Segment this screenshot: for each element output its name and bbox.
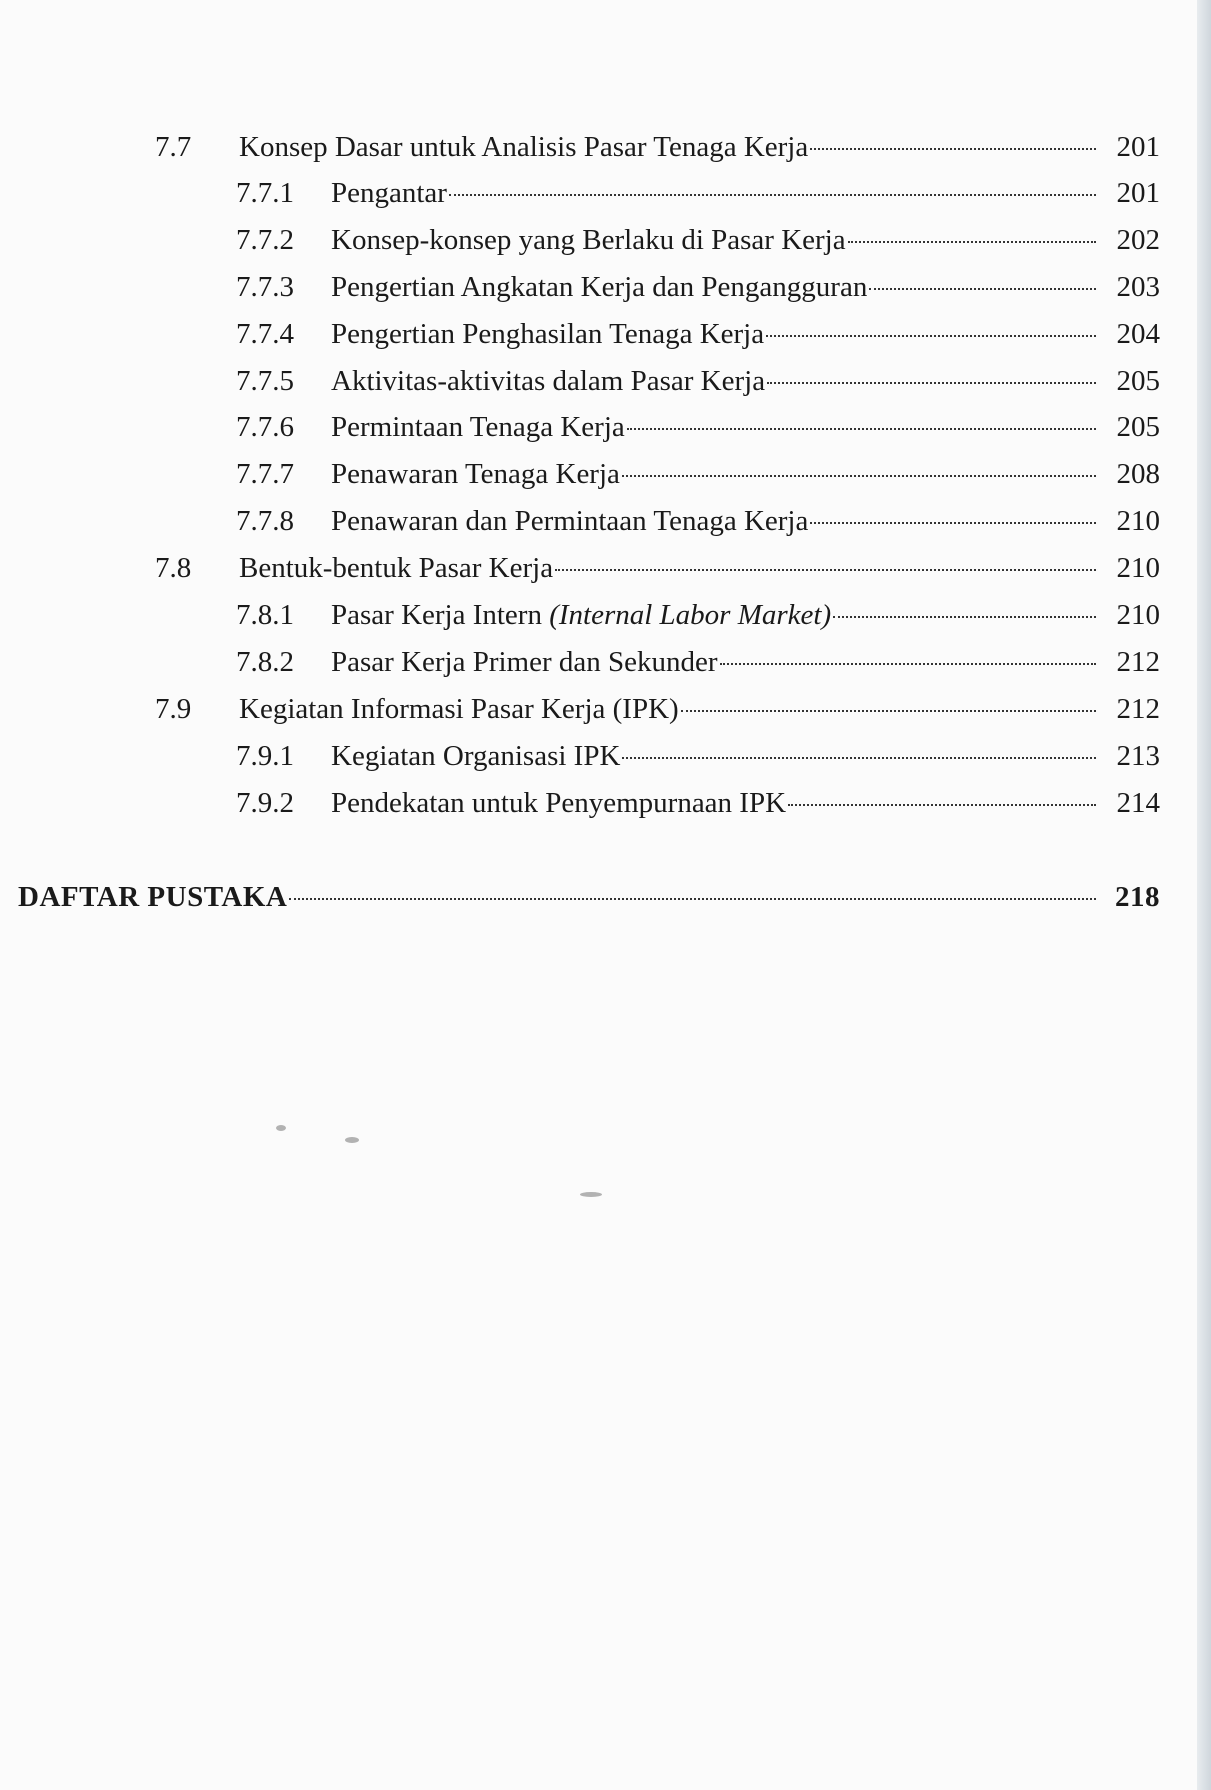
toc-entry[interactable] [236, 501, 1160, 541]
toc-entry[interactable] [236, 314, 1160, 354]
dot-leader [449, 194, 1096, 196]
bibliography-title: DAFTAR PUSTAKA [18, 881, 288, 913]
toc-entry[interactable] [236, 642, 1160, 682]
toc-entry[interactable] [236, 361, 1160, 401]
section-title: Konsep Dasar untuk Analisis Pasar Tenaga Kerja [239, 131, 809, 163]
section-title: Permintaan Tenaga Kerja [331, 411, 625, 443]
section-number: 7.9.1 [236, 740, 294, 772]
dot-leader [767, 382, 1096, 384]
section-title: Penawaran dan Permintaan Tenaga Kerja [331, 505, 809, 537]
dot-leader [289, 898, 1096, 900]
toc-entry[interactable] [155, 689, 1160, 729]
page-number: 210 [1116, 552, 1160, 584]
dot-leader [720, 663, 1096, 665]
section-title: Pengantar [331, 177, 447, 209]
section-title: Pengertian Angkatan Kerja dan Pengangguran [331, 271, 868, 303]
toc-entry[interactable] [236, 783, 1160, 823]
page-number: 218 [1115, 881, 1160, 913]
dot-leader [810, 522, 1096, 524]
scan-speck [276, 1125, 286, 1131]
dot-leader [788, 804, 1096, 806]
dot-leader [555, 569, 1096, 571]
scan-speck [580, 1192, 602, 1197]
page-number: 212 [1116, 646, 1160, 678]
section-number: 7.9 [155, 693, 192, 725]
page-number: 205 [1116, 411, 1160, 443]
section-number: 7.7.7 [236, 458, 294, 490]
toc-entry-bibliography[interactable] [18, 877, 1160, 917]
section-number: 7.7.8 [236, 505, 294, 537]
dot-leader [622, 475, 1096, 477]
page-number: 204 [1116, 318, 1160, 350]
section-number: 7.8.1 [236, 599, 294, 631]
section-number: 7.7.2 [236, 224, 294, 256]
dot-leader [848, 241, 1096, 243]
dot-leader [810, 148, 1096, 150]
page-number: 210 [1116, 599, 1160, 631]
section-number: 7.9.2 [236, 787, 294, 819]
section-title: Kegiatan Informasi Pasar Kerja (IPK) [239, 693, 679, 725]
section-title: Konsep-konsep yang Berlaku di Pasar Kerja [331, 224, 846, 256]
toc-entry[interactable] [155, 548, 1160, 588]
toc-entry[interactable] [236, 595, 1160, 635]
page-number: 214 [1116, 787, 1160, 819]
page-number: 205 [1116, 365, 1160, 397]
section-title-english: (Internal Labor Market) [549, 599, 832, 631]
section-number: 7.8.2 [236, 646, 294, 678]
section-number: 7.7.1 [236, 177, 294, 209]
section-title: Kegiatan Organisasi IPK [331, 740, 621, 772]
section-title: Penawaran Tenaga Kerja [331, 458, 620, 490]
section-number: 7.7.3 [236, 271, 294, 303]
page-number: 201 [1116, 177, 1160, 209]
page-number: 212 [1116, 693, 1160, 725]
dot-leader [627, 428, 1096, 430]
page-number: 210 [1116, 505, 1160, 537]
toc-entry[interactable] [236, 220, 1160, 260]
dot-leader [681, 710, 1096, 712]
dot-leader [833, 616, 1096, 618]
toc-entry[interactable] [236, 736, 1160, 776]
toc-entry[interactable] [236, 173, 1160, 213]
page-number: 213 [1116, 740, 1160, 772]
section-number: 7.7.5 [236, 365, 294, 397]
page-edge-shadow [1197, 0, 1211, 1790]
page-number: 201 [1116, 131, 1160, 163]
dot-leader [766, 335, 1096, 337]
section-title: Pasar Kerja Primer dan Sekunder [331, 646, 718, 678]
scan-speck [345, 1137, 359, 1143]
section-title: Pengertian Penghasilan Tenaga Kerja [331, 318, 765, 350]
toc-entry[interactable] [236, 454, 1160, 494]
dot-leader [869, 288, 1096, 290]
section-title: Pendekatan untuk Penyempurnaan IPK [331, 787, 787, 819]
page-number: 202 [1116, 224, 1160, 256]
page-number: 203 [1116, 271, 1160, 303]
toc-entry[interactable] [236, 267, 1160, 307]
section-number: 7.7.4 [236, 318, 294, 350]
page-number: 208 [1116, 458, 1160, 490]
section-number: 7.8 [155, 552, 192, 584]
section-title: Aktivitas-aktivitas dalam Pasar Kerja [331, 365, 766, 397]
toc-entry[interactable] [236, 407, 1160, 447]
section-number: 7.7.6 [236, 411, 294, 443]
dot-leader [622, 757, 1096, 759]
section-title: Bentuk-bentuk Pasar Kerja [239, 552, 554, 584]
toc-entry[interactable] [155, 127, 1160, 167]
section-title: Pasar Kerja Intern [331, 599, 542, 631]
section-number: 7.7 [155, 131, 192, 163]
